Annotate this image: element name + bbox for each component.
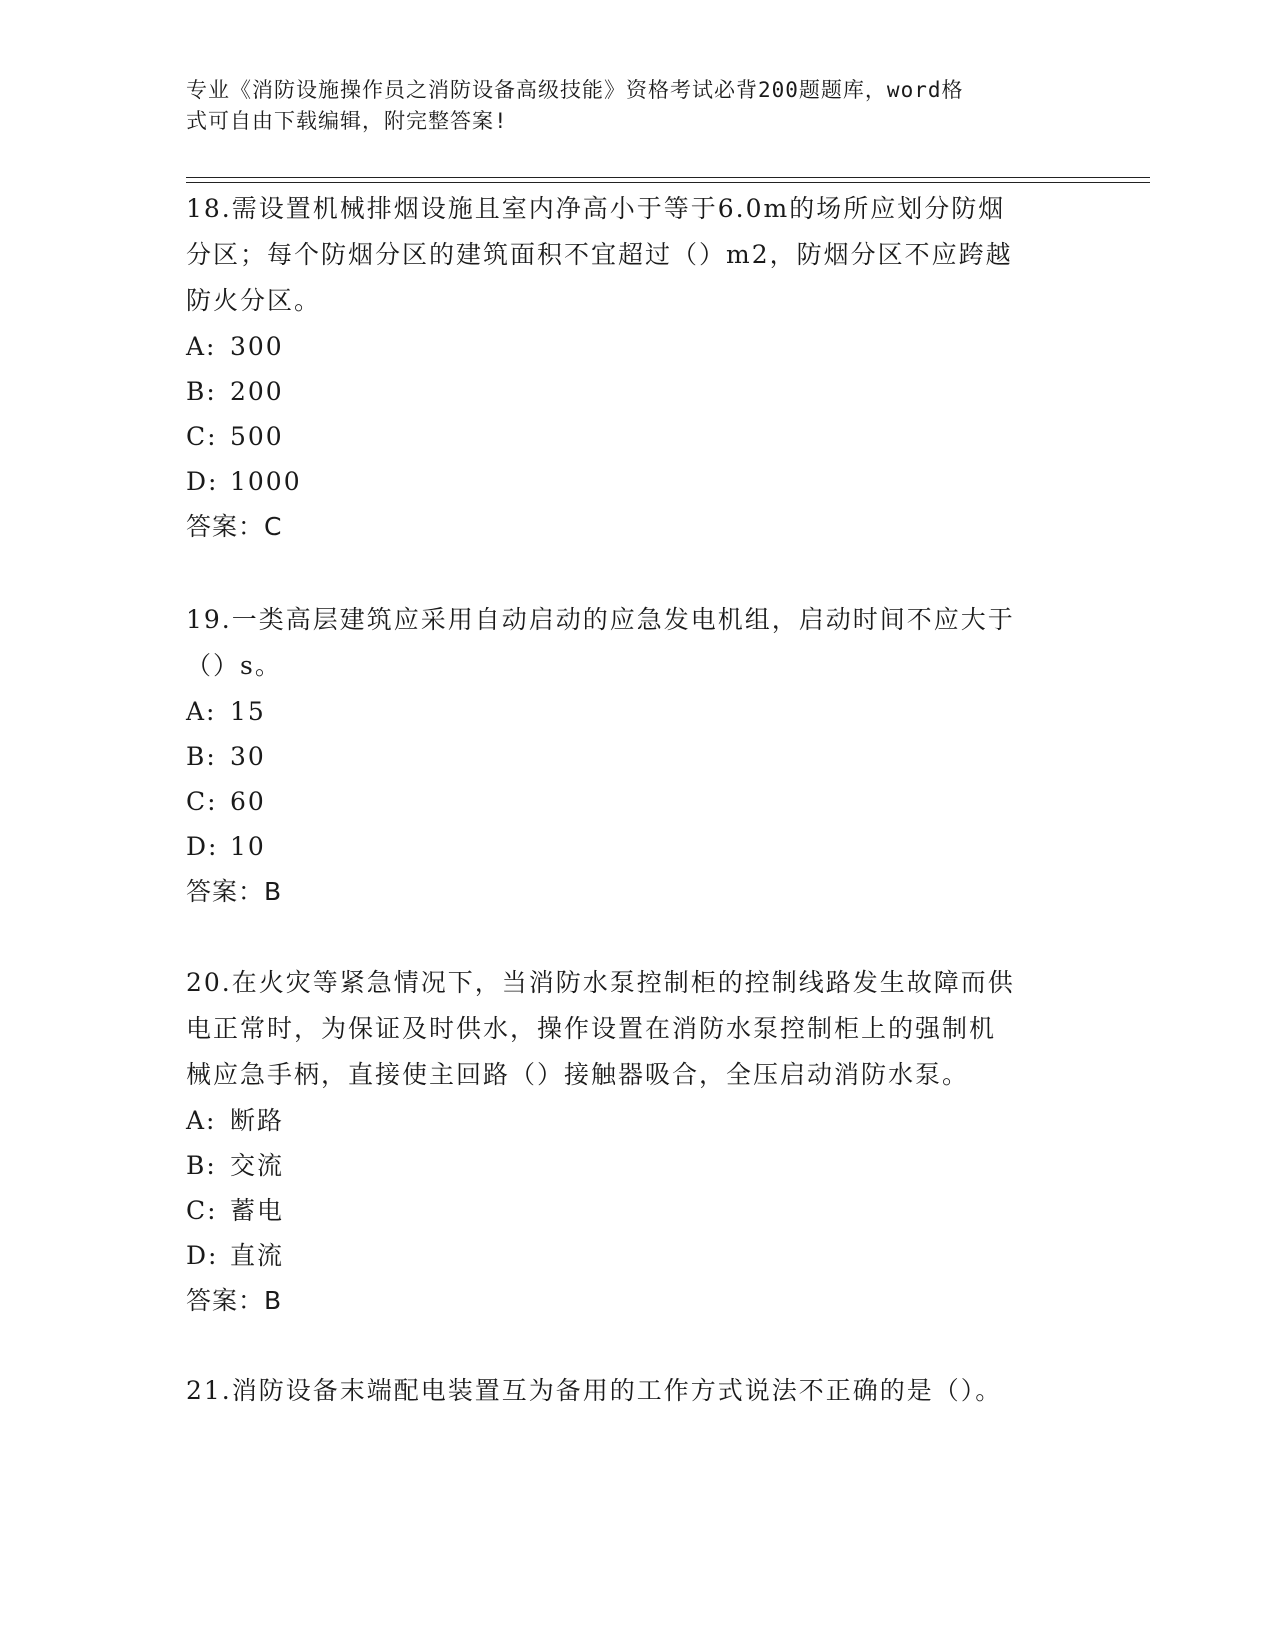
question-stem: [186, 186, 1086, 324]
header-divider-top: [186, 177, 1150, 178]
answer-line: 答案：B: [186, 1286, 283, 1315]
option-text: 蓄电: [230, 1196, 285, 1225]
option-letter: B:: [186, 377, 217, 406]
option-a: [186, 689, 1086, 734]
option-text: 200: [230, 377, 284, 406]
option-text: 500: [230, 422, 284, 451]
option-b: [186, 369, 1086, 414]
question-stem: [186, 960, 1086, 1098]
question-18: [186, 186, 1086, 549]
question-stem-line: 械应急手柄，直接使主回路（）接触器吸合，全压启动消防水泵。: [186, 1060, 970, 1089]
option-d: [186, 459, 1086, 504]
header-line-1: 专业《消防设施操作员之消防设备高级技能》资格考试必背200题题库，word格: [186, 78, 964, 102]
option-text: 30: [230, 742, 266, 771]
option-letter: D:: [186, 467, 219, 496]
option-text: 10: [230, 832, 266, 861]
question-stem-line: 分区；每个防烟分区的建筑面积不宜超过（）m2，防烟分区不应跨越: [186, 240, 1013, 269]
question-stem-line: 19.一类高层建筑应采用自动启动的应急发电机组，启动时间不应大于: [186, 605, 1015, 634]
question-stem: [186, 597, 1086, 689]
option-b: [186, 1143, 1086, 1188]
question-stem-line: 18.需设置机械排烟设施且室内净高小于等于6.0m的场所应划分防烟: [186, 194, 1006, 223]
option-text: 60: [230, 787, 266, 816]
header-line-2: 式可自由下载编辑，附完整答案!: [186, 109, 508, 133]
option-letter: B:: [186, 1151, 217, 1180]
option-letter: A:: [186, 697, 217, 726]
option-c: [186, 779, 1086, 824]
option-letter: D:: [186, 832, 219, 861]
question-19: [186, 597, 1086, 914]
option-text: 1000: [230, 467, 302, 496]
option-letter: A:: [186, 332, 217, 361]
option-c: [186, 414, 1086, 459]
option-text: 300: [230, 332, 284, 361]
option-b: [186, 734, 1086, 779]
question-stem-line: 电正常时，为保证及时供水，操作设置在消防水泵控制柜上的强制机: [186, 1014, 997, 1043]
option-letter: C:: [186, 787, 218, 816]
option-text: 交流: [230, 1151, 285, 1180]
option-letter: D:: [186, 1241, 219, 1270]
document-header: [186, 75, 1076, 137]
option-d: [186, 1233, 1086, 1278]
question-21: [186, 1368, 1086, 1414]
option-letter: C:: [186, 422, 218, 451]
option-a: [186, 324, 1086, 369]
question-stem-line: 21.消防设备末端配电装置互为备用的工作方式说法不正确的是（）。: [186, 1376, 1003, 1405]
option-text: 15: [230, 697, 266, 726]
question-stem-line: 20.在火灾等紧急情况下，当消防水泵控制柜的控制线路发生故障而供: [186, 968, 1015, 997]
question-stem-line: 防火分区。: [186, 286, 322, 315]
question-stem-line: （）s。: [186, 651, 282, 680]
question-20: [186, 960, 1086, 1323]
question-stem: [186, 1368, 1086, 1414]
option-letter: A:: [186, 1106, 217, 1135]
option-text: 断路: [230, 1106, 285, 1135]
answer-line: 答案：B: [186, 877, 283, 906]
option-a: [186, 1098, 1086, 1143]
option-letter: B:: [186, 742, 217, 771]
option-c: [186, 1188, 1086, 1233]
header-divider-bottom: [186, 182, 1150, 183]
option-letter: C:: [186, 1196, 218, 1225]
option-d: [186, 824, 1086, 869]
answer-line: 答案：C: [186, 512, 283, 541]
option-text: 直流: [230, 1241, 285, 1270]
